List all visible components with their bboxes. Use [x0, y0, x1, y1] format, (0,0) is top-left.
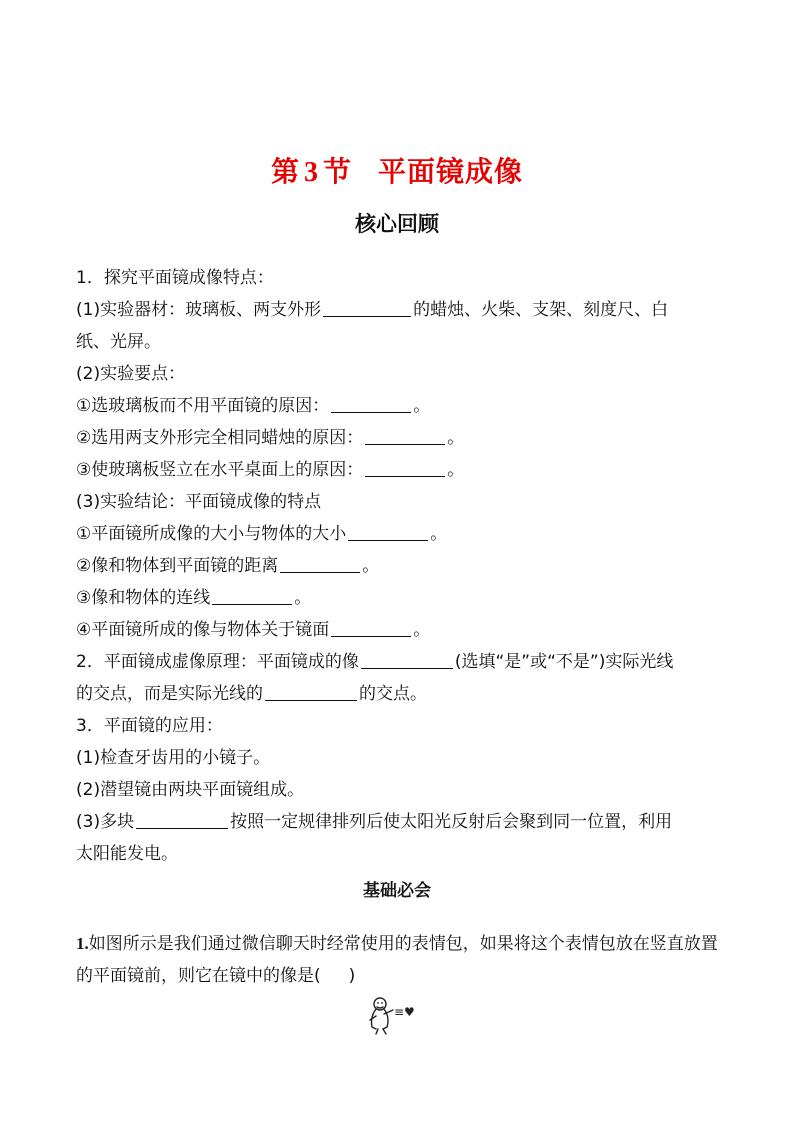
item-3-3: (3)多块 按照一定规律排列后使太阳光反射后会聚到同一位置，利用: [76, 812, 673, 832]
answer-blank[interactable]: [348, 522, 428, 541]
item-1-2-heading: (2)实验要点：: [76, 364, 186, 384]
answer-blank[interactable]: [331, 394, 411, 413]
item-1-1-materials-cont: 纸、光屏。: [76, 332, 161, 352]
answer-blank[interactable]: [323, 298, 411, 317]
answer-blank[interactable]: [365, 426, 445, 445]
item-1-3-heading: (3)实验结论：平面镜成像的特点: [76, 492, 322, 512]
item-1-3-c: ③像和物体的连线 。: [76, 588, 312, 608]
emoji-sticker-figure: [366, 996, 436, 1036]
item-1-3-d: ④平面镜所成的像与物体关于镜面 。: [76, 620, 431, 640]
item-1-2-b: ②选用两支外形完全相同蜡烛的原因： 。: [76, 428, 465, 448]
item-3-2: (2)潜望镜由两块平面镜组成。: [76, 780, 305, 800]
answer-blank[interactable]: [212, 586, 292, 605]
section-basic-practice: 基础必会: [363, 881, 431, 901]
question-1: 1.如图所示是我们通过微信聊天时经常使用的表情包，如果将这个表情包放在竖直放置的平面镜前，则它在镜中的像是( ): [76, 934, 718, 986]
answer-blank[interactable]: [365, 458, 445, 477]
answer-blank[interactable]: [136, 810, 228, 829]
item-2-cont: 的交点，而是实际光线的 的交点。: [76, 684, 427, 704]
item-3-1: (1)检查牙齿用的小镜子。: [76, 748, 271, 768]
item-2: 2．平面镜成虚像原理：平面镜成的像 (选填“是”或“不是”)实际光线: [76, 652, 674, 672]
lesson-title: 第 3 节 平面镜成像: [270, 155, 524, 188]
item-3-3-cont: 太阳能发电。: [76, 844, 178, 864]
item-1-3-b: ②像和物体到平面镜的距离 。: [76, 556, 380, 576]
item-3-heading: 3．平面镜的应用：: [76, 716, 223, 736]
item-1-1-materials: (1)实验器材：玻璃板、两支外形 的蜡烛、火柴、支架、刻度尺、白: [76, 300, 669, 320]
answer-blank[interactable]: [280, 554, 360, 573]
item-1-3-a: ①平面镜所成像的大小与物体的大小 。: [76, 524, 448, 544]
item-1-2-c: ③使玻璃板竖立在水平桌面上的原因： 。: [76, 460, 465, 480]
answer-blank[interactable]: [361, 650, 453, 669]
item-1-heading: 1．探究平面镜成像特点：: [76, 268, 274, 288]
item-1-2-a: ①选玻璃板而不用平面镜的原因： 。: [76, 396, 431, 416]
figure-icon: [370, 998, 393, 1034]
subtitle-core-review: 核心回顾: [355, 212, 439, 236]
answer-blank[interactable]: [265, 682, 357, 701]
review-content: [76, 262, 724, 870]
answer-blank[interactable]: [331, 618, 411, 637]
equals-heart-text: ≡♥: [394, 1005, 415, 1019]
